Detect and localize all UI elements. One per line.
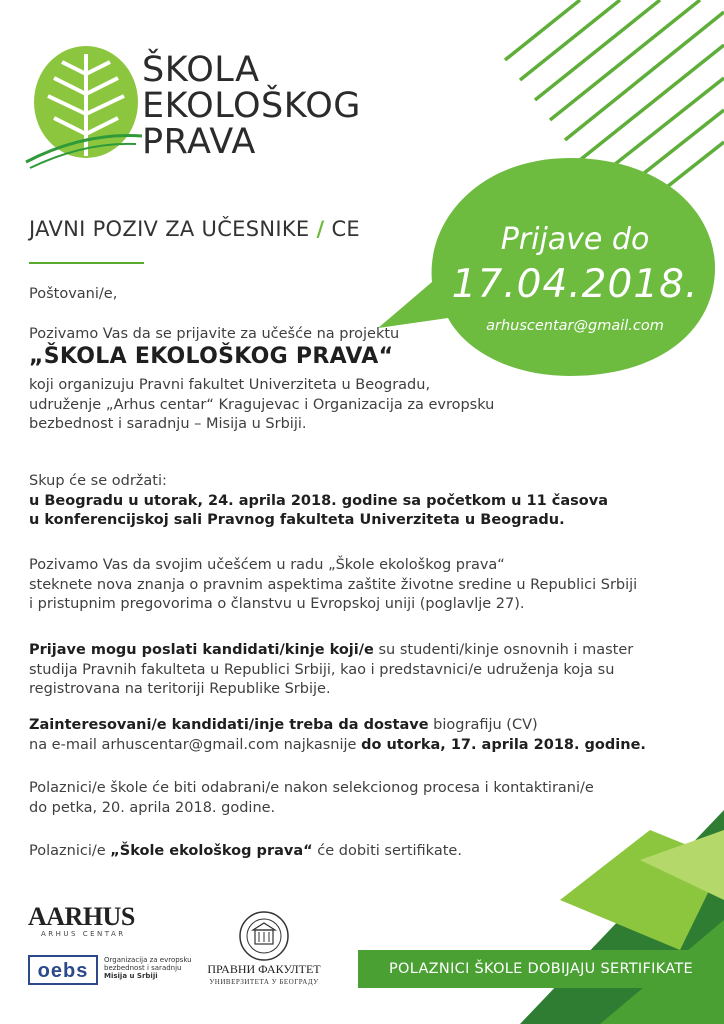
eligibility-rest: su studenti/kinje osnovnih i master	[373, 642, 634, 658]
apply-rest: biografiju (CV)	[428, 717, 538, 733]
cert-end: će dobiti sertifikate.	[312, 843, 462, 859]
greeting: Poštovani/e,	[29, 286, 118, 302]
eligibility-line: registrovana na teritoriji Republike Srbije.	[29, 681, 331, 697]
purpose-line: i pristupnim pregovorima o članstvu u Evropskoj uniji (poglavlje 27).	[29, 596, 525, 612]
law-faculty-subtitle: УНИВЕРЗИТЕТА У БЕОГРАДУ	[209, 978, 319, 986]
law-faculty-seal-icon	[238, 910, 290, 962]
osce-text-line: bezbednost i saradnju	[104, 964, 182, 972]
selection-line: do petka, 20. aprila 2018. godine.	[29, 799, 276, 816]
logo-title-line1: ŠKOLA	[142, 50, 260, 90]
meeting-line: u Beogradu u utorak, 24. aprila 2018. godine sa početkom u 11 časova	[29, 492, 608, 509]
organizers-line: bezbednost i saradnju – Misija u Srbiji.	[29, 416, 307, 432]
aarhus-logo: AARHUS	[28, 902, 135, 931]
application-paragraph	[29, 716, 689, 755]
heading-divider	[29, 262, 144, 264]
eligibility-paragraph	[29, 641, 689, 700]
osce-logo: oebs	[28, 955, 98, 985]
bubble-email[interactable]: arhuscentar@gmail.com	[486, 318, 664, 334]
apply-deadline: do utorka, 17. aprila 2018. godine.	[361, 736, 646, 753]
selection-paragraph	[29, 779, 689, 818]
apply-line2-start: na e-mail arhuscentar@gmail.com najkasnije	[29, 736, 362, 753]
purpose-paragraph	[29, 556, 689, 615]
cert-start: Polaznici/e	[29, 843, 111, 859]
project-title: „ŠKOLA EKOLOŠKOG PRAVA“	[29, 344, 394, 369]
meeting-line: u konferencijskoj sali Pravnog fakulteta Univerziteta u Beogradu.	[29, 512, 565, 528]
aarhus-logo-subtitle: ARHUS CENTAR	[41, 930, 126, 938]
certificate-banner-text: POLAZNICI ŠKOLE DOBIJAJU SERTIFIKATE	[389, 961, 693, 977]
apply-bold: Zainteresovani/e kandidati/inje treba da dostave	[29, 717, 429, 733]
bubble-deadline-label: Prijave do	[500, 222, 650, 257]
purpose-line: steknete nova znanja o pravnim aspektima zaštite životne sredine u Republici Srbiji	[29, 576, 638, 593]
invite-text: Pozivamo Vas da se prijavite za učešće na projektu	[29, 326, 400, 342]
law-faculty-name: ПРАВНИ ФАКУЛТЕТ	[207, 962, 321, 976]
heading-part2: CE	[324, 217, 360, 241]
logo-title-line3: PRAVA	[142, 122, 256, 162]
leaf-logo-icon	[24, 44, 144, 169]
heading-slash: /	[316, 217, 325, 241]
meeting-intro: Skup će se održati:	[29, 473, 167, 489]
organizers-line: koji organizuju Pravni fakultet Univerziteta u Beogradu,	[29, 377, 431, 393]
logo-title-line2: EKOLOŠKOG	[142, 86, 361, 126]
eligibility-bold: Prijave mogu poslati kandidati/kinje koji/e	[29, 642, 374, 658]
osce-logo-text	[104, 956, 192, 980]
meeting-paragraph	[29, 472, 689, 531]
cert-bold: „Škole ekološkog prava“	[110, 843, 313, 859]
certificate-paragraph	[29, 842, 689, 862]
osce-text-line: Misija u Srbiji	[104, 972, 158, 980]
selection-line: Polaznici/e škole će biti odabrani/e nakon selekcionog procesa i kontaktirani/e	[29, 780, 594, 796]
bubble-deadline-date: 17.04.2018.	[451, 262, 699, 307]
eligibility-line: studija Pravnih fakulteta u Republici Srbiji, kao i predstavnici/e udruženja koja su	[29, 661, 615, 678]
purpose-line: Pozivamo Vas da svojim učešćem u radu „Škole ekološkog prava“	[29, 557, 505, 573]
osce-text-line: Organizacija za evropsku	[104, 956, 192, 964]
page-heading	[29, 217, 360, 241]
organizers-paragraph	[29, 376, 689, 435]
heading-part1: JAVNI POZIV ZA UČESNIKE	[29, 217, 317, 241]
organizers-line: udruženje „Arhus centar“ Kragujevac i Organizacija za evropsku	[29, 396, 495, 413]
logo-title	[142, 52, 361, 160]
